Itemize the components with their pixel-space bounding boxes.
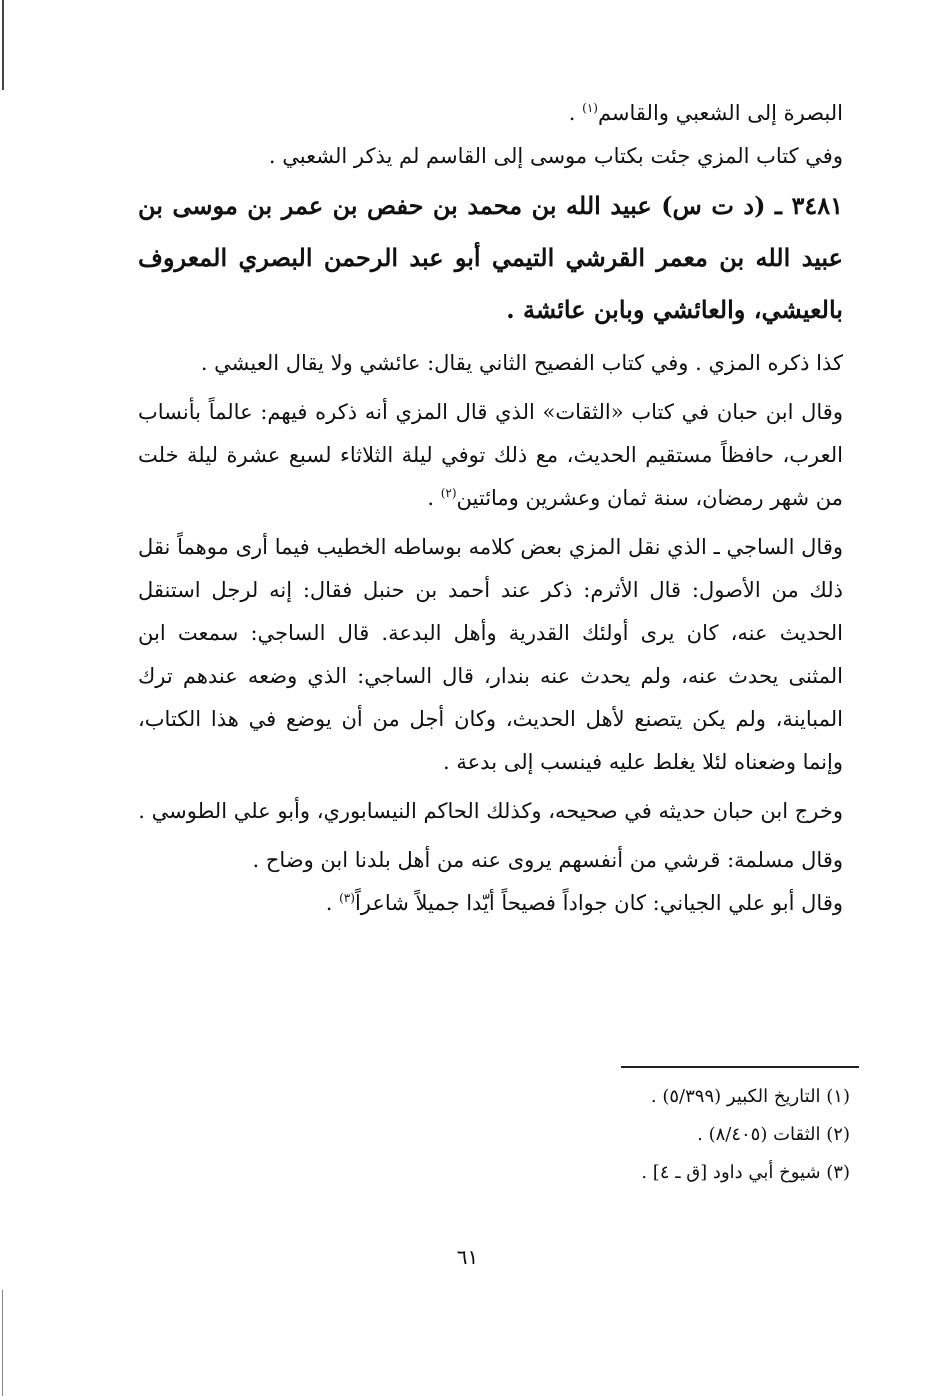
footnote-separator	[621, 1066, 859, 1068]
paragraph-5: وقال مسلمة: قرشي من أنفسهم يروى عنه من أهل بلدنا ابن وضاح .	[252, 848, 843, 872]
paragraph-2-end: .	[427, 486, 441, 510]
paragraph-2	[138, 391, 843, 520]
paragraph-4: وخرج ابن حبان حديثه في صحيحه، وكذلك الحاكم النيسابوري، وأبو علي الطوسي .	[138, 799, 843, 823]
paragraph-6-content: وقال أبو علي الجياني: كان جواداً فصيحاً أيّدا جميلاً شاعراً	[354, 891, 843, 915]
paragraph-6-end: .	[325, 891, 340, 915]
footnote-3: (٣) شيوخ أبي داود [ق ـ ٤] .	[641, 1162, 850, 1183]
footnotes	[300, 1078, 850, 1192]
footnote-ref-1: (١)	[582, 101, 598, 115]
paragraph-2-content: وقال ابن حبان في كتاب «الثقات» الذي قال المزي أنه ذكره فيهم: عالماً بأنساب العرب، حافظاً مستقيم الحديث، مع ذلك توفي ليلة الثلاثاء لسبع عشرة ليلة خلت من شهر رمضان، سنة ثمان وعشرين ومائتين	[138, 400, 843, 510]
text-line-1	[138, 92, 843, 135]
page-number: ٦١	[456, 1245, 479, 1269]
footnote-2: (٢) الثقات (٨/٤٠٥) .	[697, 1124, 850, 1145]
text-line-1-content: البصرة إلى الشعبي والقاسم	[597, 101, 843, 125]
scan-edge-line-top	[2, 0, 4, 90]
text-line-1-end: .	[568, 101, 583, 125]
footnote-ref-2: (٢)	[440, 486, 457, 500]
footnote-ref-3: (٣)	[339, 891, 355, 905]
footnote-1: (١) التاريخ الكبير (٥/٣٩٩) .	[650, 1086, 850, 1107]
entry-heading: ٣٤٨١ ـ (د ت س) عبيد الله بن محمد بن حفص بن عمر بن موسى بن عبيد الله بن معمر القرشي التيمي أبو عبد الرحمن البصري المعروف بالعيشي، والعائشي وبابن عائشة .	[138, 191, 843, 324]
text-line-2: وفي كتاب المزي جئت بكتاب موسى إلى القاسم لم يذكر الشعبي .	[268, 144, 843, 168]
page-body	[138, 92, 843, 925]
paragraph-6	[138, 882, 843, 925]
paragraph-1: كذا ذكره المزي . وفي كتاب الفصيح الثاني يقال: عائشي ولا يقال العيشي .	[200, 351, 843, 375]
scan-edge-line-bottom	[2, 1290, 3, 1396]
paragraph-3: وقال الساجي ـ الذي نقل المزي بعض كلامه بوساطه الخطيب فيما أرى موهماً نقل ذلك من الأصول: قال الأثرم: ذكر عند أحمد بن حنبل فقال: إنه لرجل استنقل الحديث عنه، كان يرى أولئك القدرية وأهل البدعة. قال الساجي: سمعت ابن المثنى يحدث عنه، ولم يحدث عنه بندار، قال الساجي: الذي وضعه عندهم ترك المباينة، ولم يكن يتصنع لأهل الحديث، وكان أجل من أن يوضع في هذا الكتاب، وإنما وضعناه لئلا يغلط عليه فينسب إلى بدعة .	[138, 535, 843, 774]
